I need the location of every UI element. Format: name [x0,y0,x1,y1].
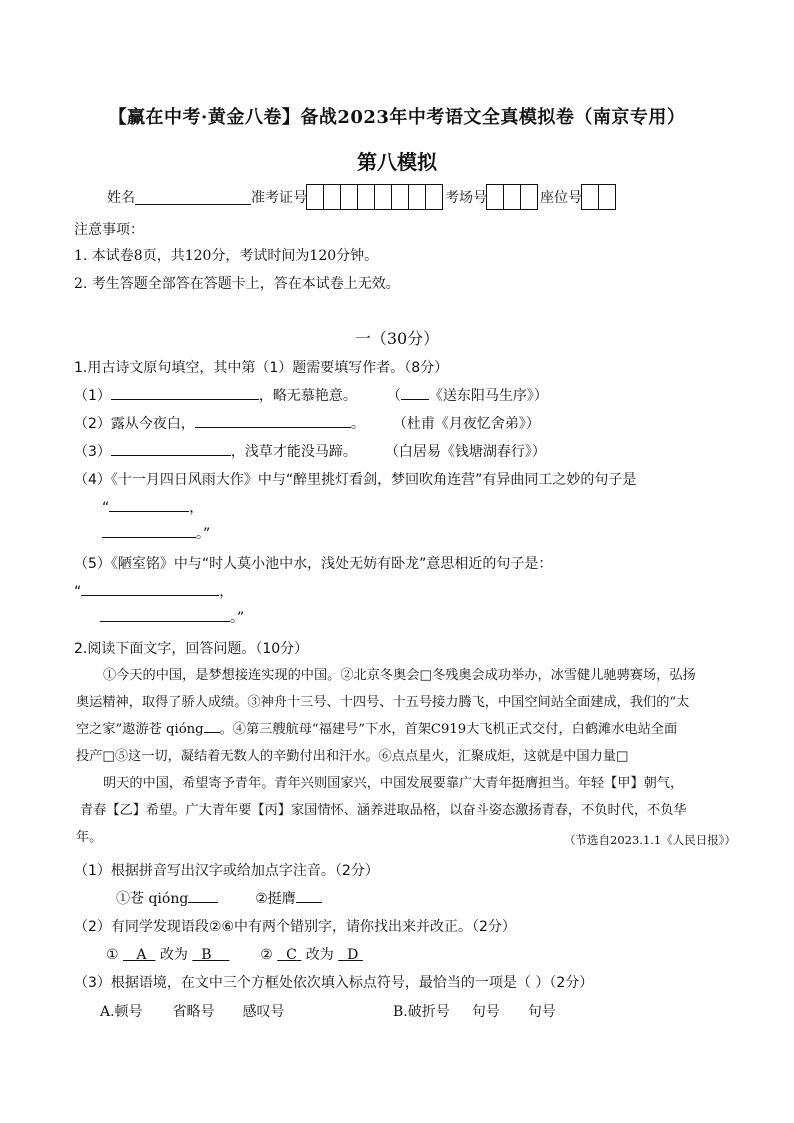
exam-no-box[interactable] [306,184,324,210]
answer-text: A [136,947,147,963]
q2-sub1-item-b: ②挺膺 [255,891,296,907]
comma: ， [219,584,234,600]
q1-sub5-line2 [100,607,244,627]
option-text: 句号 [527,1004,556,1020]
note-item: 1. 本试卷8页，共120分，考试时间为120分钟。 [74,248,379,264]
exam-no-box[interactable] [323,184,341,210]
option-text: 感叹号 [242,1004,285,1020]
q1-sub4-blank[interactable] [102,523,196,538]
q1-sub3 [74,441,546,461]
q2-stem: 2.阅读下面文字，回答问题。（10分） [74,641,309,657]
q2-sub2-mid: 改为 [159,947,188,963]
exam-title: 【赢在中考·黄金八卷】备战2023年中考语文全真模拟卷（南京专用） [108,107,686,128]
passage-line [76,716,677,743]
q1-sub2-end: 。 [350,416,365,432]
open-quote: “ [102,500,110,516]
q1-sub5-blank[interactable] [81,581,219,596]
q2-sub2-answer-a[interactable] [123,947,155,963]
q1-sub4-line1 [102,497,203,517]
notes-heading: 注意事项： [74,222,144,238]
exam-no-box[interactable] [425,184,443,210]
room-box[interactable] [520,184,538,210]
q1-sub4-blank[interactable] [109,497,189,512]
q1-sub3-num: （3） [74,444,111,460]
seat-box[interactable] [598,184,616,210]
q2-sub3-stem: （3）根据语境，在文中三个方框处依次填入标点符号，最恰当的一项是（ ）（2分） [74,975,594,991]
answer-text: B [201,947,212,963]
room-box[interactable] [486,184,504,210]
student-info-row [107,184,616,210]
q1-stem: 1.用古诗文原句填空，其中第（1）题需要填写作者。（8分） [74,360,449,376]
q1-sub3-blank[interactable] [111,441,231,456]
answer-text: D [347,947,359,963]
q2-sub2-answer-c[interactable] [277,947,301,963]
close-quote: 。” [196,526,211,542]
note-item: 2. 考生答题全部答在答题卡上，答在本试卷上无效。 [74,276,400,292]
q1-sub3-source: （白居易《钱塘湖春行》） [384,444,546,460]
q1-author-blank[interactable] [401,385,429,400]
passage-line: 年。 [76,830,103,845]
section-title: 一（30分） [354,329,440,348]
q2-sub2-answer-b[interactable] [192,947,229,963]
exam-no-box[interactable] [391,184,409,210]
q1-sub1-source: 《送东阳马生序》） [428,388,548,404]
q2-sub1-items [116,888,322,908]
q2-sub2-answer-d[interactable] [338,947,363,963]
q1-sub1-num: （1） [74,388,111,404]
exam-no-boxes[interactable] [307,184,443,210]
q2-sub1-blank-b[interactable] [296,888,322,903]
name-label: 姓名 [107,190,135,206]
q1-sub5-line1 [74,581,233,601]
option-text: A.顿号 [100,1004,143,1020]
passage-line: 投产□⑤这一切，凝结着无数人的辛勤付出和汗水。⑥点点星火，汇聚成炬，这就是中国力量□ [76,749,629,764]
room-label: 考场号 [445,190,487,206]
name-field[interactable] [135,190,251,205]
q2-sub2-num: ② [260,947,273,963]
q1-sub2-source: （杜甫《月夜忆舍弟》） [392,416,540,432]
q2-sub1-blank-a[interactable] [188,888,218,903]
q1-sub5-blank[interactable] [100,607,230,622]
exam-no-label: 准考证号 [251,190,307,206]
seat-label: 座位号 [540,190,582,206]
comma: ， [189,500,204,516]
room-box[interactable] [503,184,521,210]
q2-sub1-item-a: ①苍 qióng [116,891,189,907]
q2-sub3-option-b[interactable] [393,1001,556,1021]
q2-sub2-mid: 改为 [305,947,334,963]
q1-sub5: （5）《陋室铭》中与“时人莫小池中水，浅处无妨有卧龙”意思相近的句子是： [74,556,553,572]
seat-boxes[interactable] [582,184,616,210]
q1-sub1-blank[interactable] [111,385,259,400]
q1-sub1-text: ，略无慕艳意。 [258,388,357,404]
q2-sub2-num: ① [106,947,119,963]
q1-sub2-text: （2）露从今夜白， [74,416,195,432]
passage-line: 青春【乙】希望。广大青年要【丙】家国情怀、涵养进取品格，以奋斗姿态激扬青春，不负时代，不负华 [80,803,687,818]
passage-text: 。④第三艘航母“福建号”下水，首架C919大飞机正式交付，白鹤滩水电站全面 [219,722,678,737]
q1-sub3-text: ，浅草才能没马蹄。 [230,444,357,460]
option-text: 省略号 [172,1004,215,1020]
exam-subtitle: 第八模拟 [357,150,437,174]
q1-sub2 [74,413,540,433]
passage-source: （节选自2023.1.1《人民日报》） [564,833,736,847]
q1-sub4: （4）《十一月四日风雨大作》中与“醉里挑灯看剑，梦回吹角连营”有异曲同工之妙的句子是 [74,472,637,488]
passage-line: ①今天的中国，是梦想接连实现的中国。②北京冬奥会□冬残奥会成功举办，冰雪健儿驰骋赛场，弘扬 [103,668,696,683]
q2-sub1-stem: （1）根据拼音写出汉字或给加点字注音。（2分） [74,863,379,879]
option-text: B.破折号 [393,1004,450,1020]
close-quote: 。” [230,610,245,626]
q1-sub4-line2 [102,523,210,543]
exam-no-box[interactable] [357,184,375,210]
q2-sub2-stem: （2）有同学发现语段②⑥中有两个错别字，请你找出来并改正。（2分） [74,919,516,935]
passage-text: 空之家”遨游苍 qióng [76,722,204,737]
pinyin-blank[interactable] [204,720,220,733]
room-boxes[interactable] [487,184,538,210]
exam-no-box[interactable] [408,184,426,210]
q1-sub2-blank[interactable] [195,413,351,428]
answer-text: C [286,947,297,963]
q1-sub1: （1） ，略无慕艳意。 （ 《送东阳马生序》） [74,385,548,405]
exam-no-box[interactable] [374,184,392,210]
passage-line: 奥运精神，取得了骄人成绩。③神舟十三号、十四号、十五号接力腾飞，中国空间站全面建成，我们的“太 [76,695,690,710]
exam-no-box[interactable] [340,184,358,210]
seat-box[interactable] [581,184,599,210]
q2-sub3-option-a[interactable] [100,1001,285,1021]
q2-sub2-items [106,944,363,964]
passage-line: 明天的中国，希望寄予青年。青年兴则国家兴，中国发展要靠广大青年挺膺担当。年轻【甲】朝气， [103,776,684,791]
open-quote: “ [74,584,82,600]
option-text: 句号 [471,1004,500,1020]
